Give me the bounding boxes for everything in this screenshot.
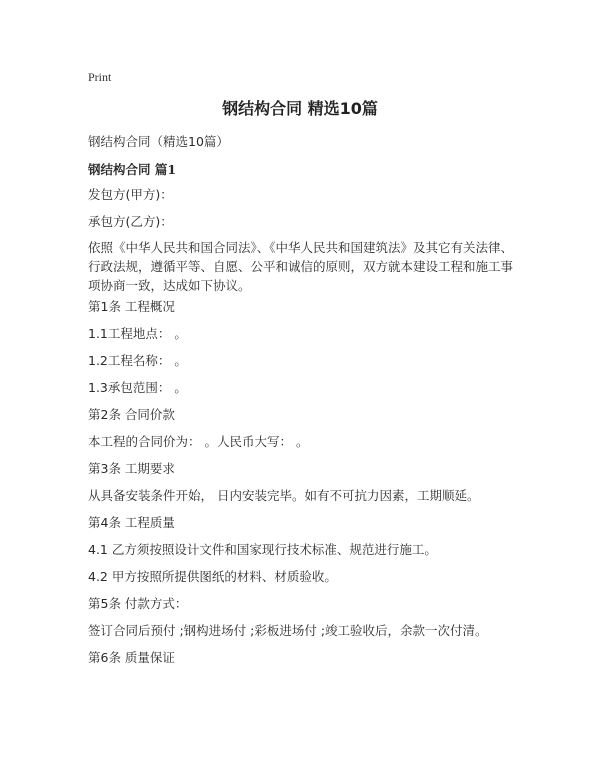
document-title: 钢结构合同 精选10篇 <box>222 99 378 118</box>
clause-4-1: 4.1 乙方须按照设计文件和国家现行技术标准、规范进行施工。 <box>88 542 437 557</box>
document-subtitle: 钢结构合同（精选10篇） <box>88 134 229 149</box>
paragraph-preamble: 依照《中华人民共和国合同法》、《中华人民共和国建筑法》及其它有关法律、行政法规，遵循平等、自愿、公平和诚信的原则，双方就本建设工程和施工事项协商一致，达成如下协议。 <box>88 240 514 293</box>
clause-1-3: 1.3承包范围： 。 <box>88 380 187 395</box>
paragraph-payment: 签订合同后预付 ;钢构进场付 ;彩板进场付 ;竣工验收后，余款一次付清。 <box>88 623 488 638</box>
print-link[interactable]: Print <box>88 70 112 84</box>
section-heading: 钢结构合同 篇1 <box>88 162 177 177</box>
paragraph-contract-price: 本工程的合同价为： 。人民币大写： 。 <box>88 434 309 449</box>
clause-1-1: 1.1工程地点： 。 <box>88 326 187 341</box>
clause-4-2: 4.2 甲方按照所提供图纸的材料、材质验收。 <box>88 569 337 584</box>
paragraph-party-a: 发包方(甲方)： <box>88 187 173 202</box>
article-5-heading: 第5条 付款方式： <box>88 596 188 611</box>
article-4-heading: 第4条 工程质量 <box>88 515 175 530</box>
paragraph-party-b: 承包方(乙方)： <box>88 214 173 229</box>
article-2-heading: 第2条 合同价款 <box>88 407 175 422</box>
clause-1-2: 1.2工程名称： 。 <box>88 353 187 368</box>
article-1-heading: 第1条 工程概况 <box>88 299 175 314</box>
paragraph-schedule: 从具备安装条件开始， 日内安装完毕。如有不可抗力因素，工期顺延。 <box>88 488 480 503</box>
article-6-heading: 第6条 质量保证 <box>88 650 175 665</box>
article-3-heading: 第3条 工期要求 <box>88 461 175 476</box>
